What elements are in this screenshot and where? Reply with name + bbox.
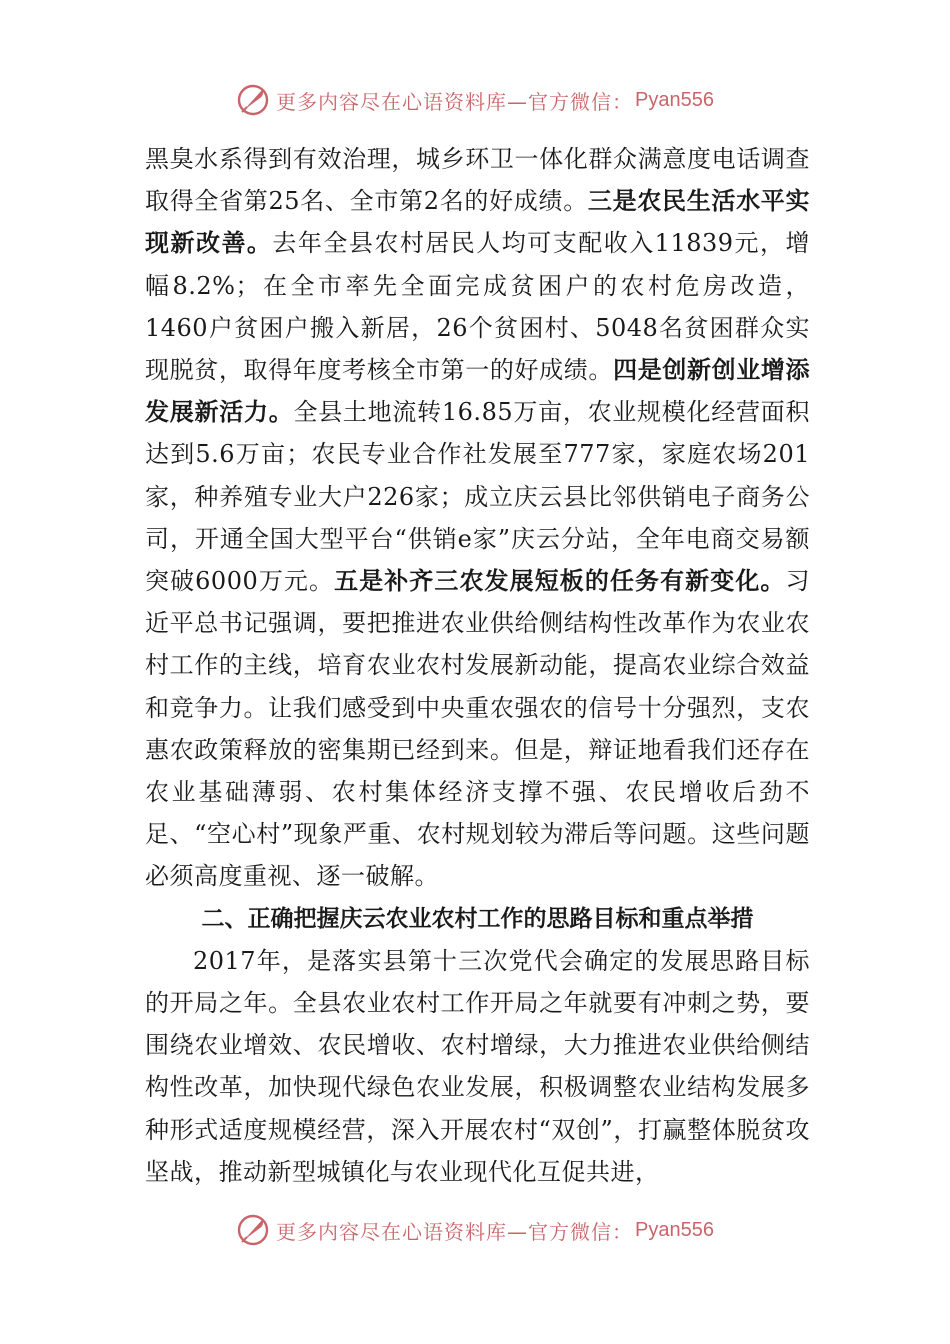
document-body xyxy=(145,138,810,1193)
header-watermark-banner xyxy=(0,80,950,120)
banner-wechat-id: Pyan556 xyxy=(635,88,714,111)
banner-wechat-id: Pyan556 xyxy=(635,1218,714,1241)
bold-point-5: 五是补齐三农发展短板的任务有新变化。 xyxy=(334,566,786,596)
quill-pen-logo-icon xyxy=(236,83,270,117)
banner-text: 更多内容尽在心语资料库—官方微信： xyxy=(276,1219,634,1244)
bold-point-3: 三是农民生活水平实现新改善。 xyxy=(145,186,811,258)
bold-point-4: 四是创新创业增添发展新活力。 xyxy=(145,355,811,427)
paragraph-2017-goals: 2017年，是落实县第十三次党代会确定的发展思路目标的开局之年。全县农业农村工作开局之年就要有冲刺之势，要围绕农业增效、农民增收、农村增绿，大力推进农业供给侧结构性改革，加快现代绿色农业发展，积极调整农业结构发展多种形式适度规模经营，深入开展农村“双创”，打赢整体脱贫攻坚战，推动新型城镇化与农业现代化互促共进， xyxy=(145,946,810,1186)
banner-text: 更多内容尽在心语资料库—官方微信： xyxy=(276,89,634,114)
footer-watermark-banner xyxy=(0,1210,950,1250)
paragraph-achievements xyxy=(145,138,810,898)
text-segment: 去年全县农村居民人均可支配收入11839元，增幅8.2%；在全市率先全面完成贫困户的农村危房改造，1460户贫困户搬入新居，26个贫困村、5048名贫困群众实现脱贫，取得年度考核全市第一的好成绩。 xyxy=(145,229,810,385)
text-segment: 黑臭水系得到有效治理，城乡环卫一体化群众满意度电话调查取得全省第25名、全市第2名的好成绩。 xyxy=(145,145,810,216)
text-segment: 全县土地流转16.85万亩，农业规模化经营面积达到5.6万亩；农民专业合作社发展至777家，家庭农场201家，种养殖专业大户226家；成立庆云县比邻供销电子商务公司，开通全国大型平台“供销e家”庆云分站，全年电商交易额突破6000万元。 xyxy=(145,398,810,596)
section-heading: 二、正确把握庆云农业农村工作的思路目标和重点举措 xyxy=(201,905,754,932)
text-segment: 习近平总书记强调，要把推进农业供给侧结构性改革作为农业农村工作的主线，培育农业农村发展新动能，提高农业综合效益和竞争力。让我们感受到中央重农强农的信号十分强烈，支农惠农政策释放的密集期已经到来。但是，辩证地看我们还存在农业基础薄弱、农村集体经济支撑不强、农民增收后劲不足、“空心村”现象严重、农村规划较为滞后等问题。这些问题必须高度重视、逐一破解。 xyxy=(145,567,811,891)
quill-pen-logo-icon xyxy=(236,1213,270,1247)
